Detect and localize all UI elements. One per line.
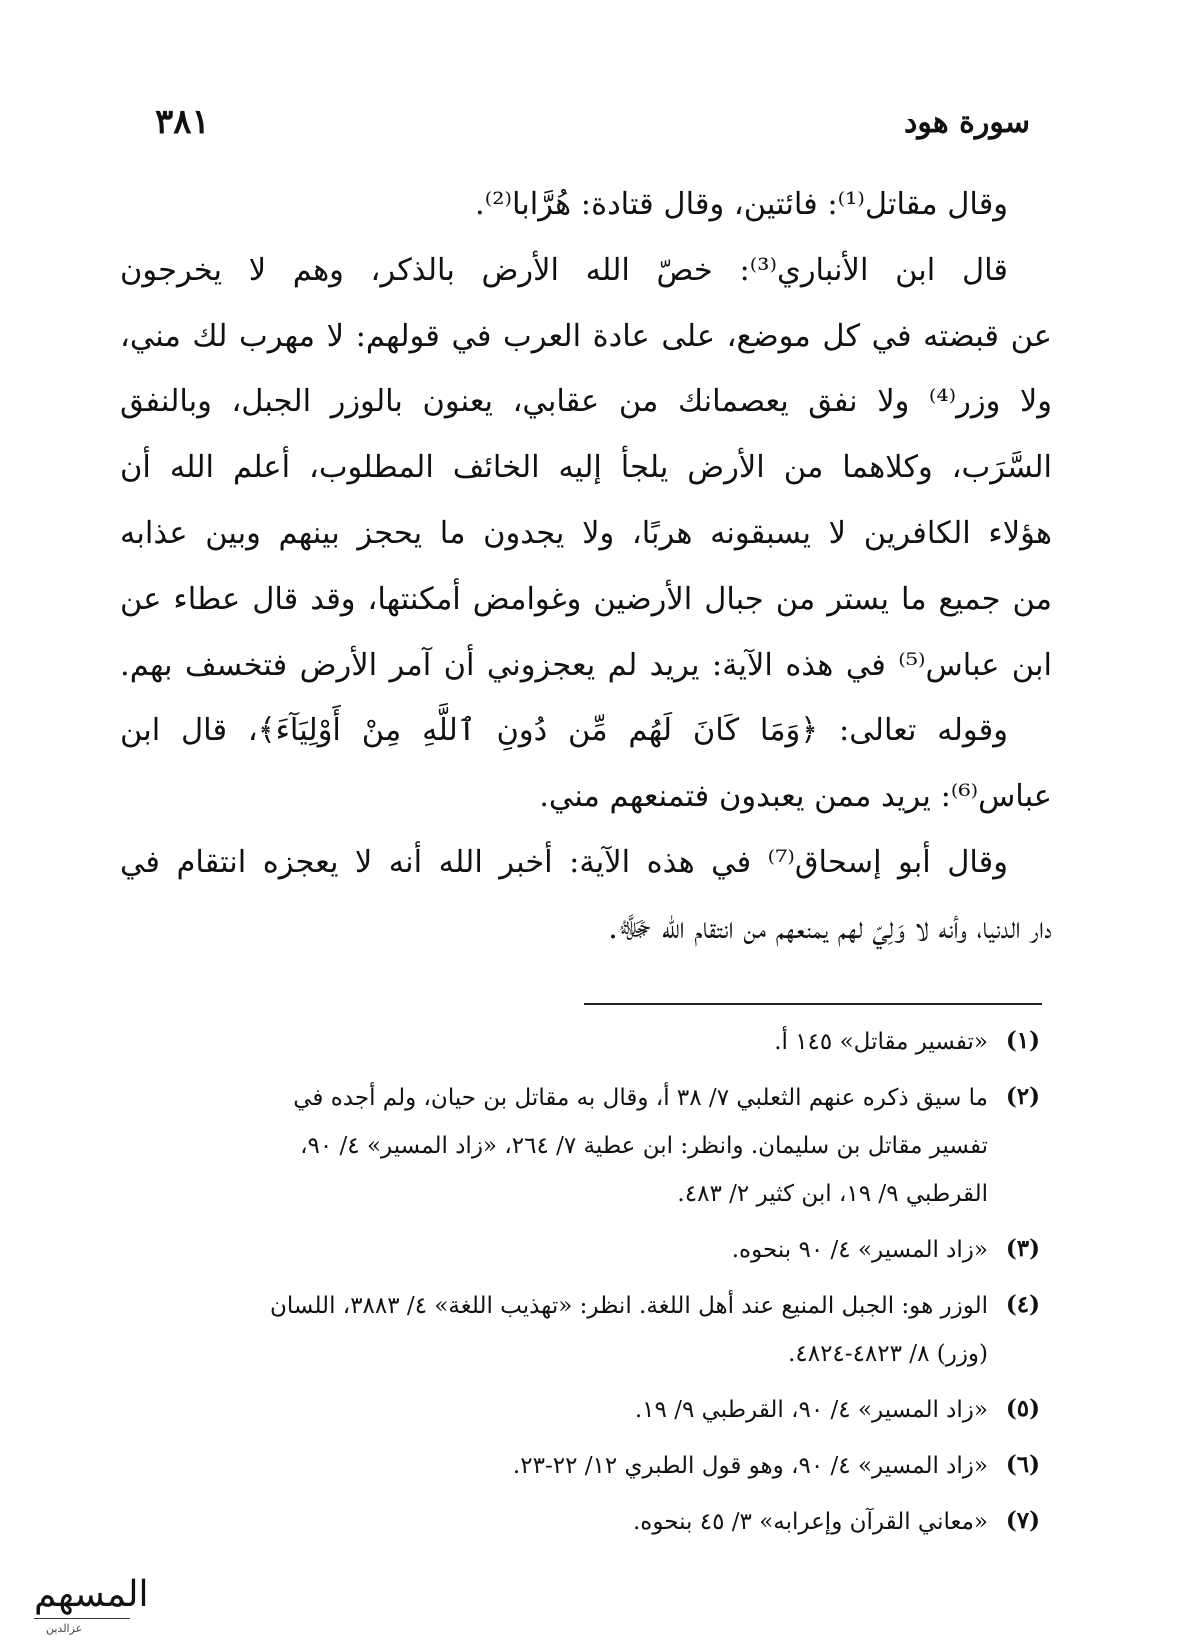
footnote-text: «زاد المسير» ٤/ ٩٠، وهو قول الطبري ١٢/ ٢٢-٢٣. [512,1453,988,1479]
footnote-text: تفسير مقاتل بن سليمان. وانظر: ابن عطية ٧/ ٢٦٤، «زاد المسير» ٤/ ٩٠، [300,1133,988,1159]
footnote-text: «معاني القرآن وإعرابه» ٣/ ٤٥ بنحوه. [633,1509,988,1535]
footnote [118,1498,1040,1546]
footnote [118,1282,1040,1378]
text-line: دار الدنيا، وأنه لا وَلِيّ لهم يمنعهم من انتقام الله ﷻ. [608,910,1052,946]
footnote-number: (٧) [1005,1507,1040,1534]
footnote-separator [584,1003,1042,1005]
text-line: وقوله تعالى: ﴿وَمَا كَانَ لَهُم مِّن دُونِ ٱللَّهِ مِنْ أَوْلِيَآءَ﴾، قال ابن [120,713,1008,749]
text-line: ولا وزر⁽⁴⁾ ولا نفق يعصمانك من عقابي، يعنون بالوزر الجبل، وبالنفق [120,384,1052,420]
text-line: وقال أبو إسحاق⁽⁷⁾ في هذه الآية: أخبر الله أنه لا يعجزه انتقام في [120,844,1008,880]
footnote-number: (٥) [1005,1395,1040,1422]
footnote-number: (٤) [1005,1291,1040,1318]
footnote-text: «زاد المسير» ٤/ ٩٠، القرطبي ٩/ ١٩. [634,1397,988,1423]
footnote-text: القرطبي ٩/ ١٩، ابن كثير ٢/ ٤٨٣. [677,1181,988,1207]
footnote-number: (٣) [1005,1235,1040,1262]
text-line: هؤلاء الكافرين لا يسبقونه هربًا، ولا يجدون ما يحجز بينهم وبين عذابه [120,515,1052,551]
footnote-text: (وزر) ٨/ ٤٨٢٣-٤٨٢٤. [788,1341,988,1367]
page-number: ٣٨١ [155,102,210,142]
main-text [120,172,1052,962]
footnote [118,1386,1040,1434]
footnote-text: «تفسير مقاتل» ١٤٥ أ. [774,1029,988,1055]
watermark-divider [34,1618,130,1619]
text-line: عباس⁽⁶⁾: يريد ممن يعبدون فتمنعهم مني. [539,779,1052,815]
text-line: ابن عباس⁽⁵⁾ في هذه الآية: يريد لم يعجزوني أن آمر الأرض فتخسف بهم. [120,647,1052,683]
footnote-number: (٢) [1005,1083,1040,1110]
text-line: عن قبضته في كل موضع، على عادة العرب في قولهم: لا مهرب لك مني، [120,318,1052,354]
text-line: وقال مقاتل⁽¹⁾: فائتين، وقال قتادة: هُرَّابا⁽²⁾. [475,187,1008,222]
footnote [118,1074,1040,1218]
page-header [155,92,1030,152]
watermark-logo [28,1574,149,1636]
footnote [118,1442,1040,1490]
watermark-logo-subtext: عزالدين [46,1622,83,1635]
footnote-text: «زاد المسير» ٤/ ٩٠ بنحوه. [731,1237,988,1263]
footnote-number: (١) [1005,1027,1040,1054]
text-line: السَّرَب، وكلاهما من الأرض يلجأ إليه الخائف المطلوب، أعلم الله أن [120,450,1052,486]
text-line: قال ابن الأنباري⁽³⁾: خصّ الله الأرض بالذكر، وهم لا يخرجون [120,252,1008,288]
footnote [118,1018,1040,1066]
text-line: من جميع ما يستر من جبال الأرضين وغوامض أمكنتها، وقد قال عطاء عن [120,581,1052,617]
footnote-text: الوزر هو: الجبل المنيع عند أهل اللغة. انظر: «تهذيب اللغة» ٤/ ٣٨٨٣، اللسان [270,1293,988,1319]
footnotes [118,1018,1040,1554]
footnote [118,1226,1040,1274]
footnote-number: (٦) [1005,1451,1040,1478]
footnote-text: ما سيق ذكره عنهم الثعلبي ٧/ ٣٨ أ، وقال به مقاتل بن حيان، ولم أجده في [293,1085,988,1111]
watermark-logo-text: المسهم [34,1574,149,1615]
surah-title: سورة هود [904,104,1030,140]
